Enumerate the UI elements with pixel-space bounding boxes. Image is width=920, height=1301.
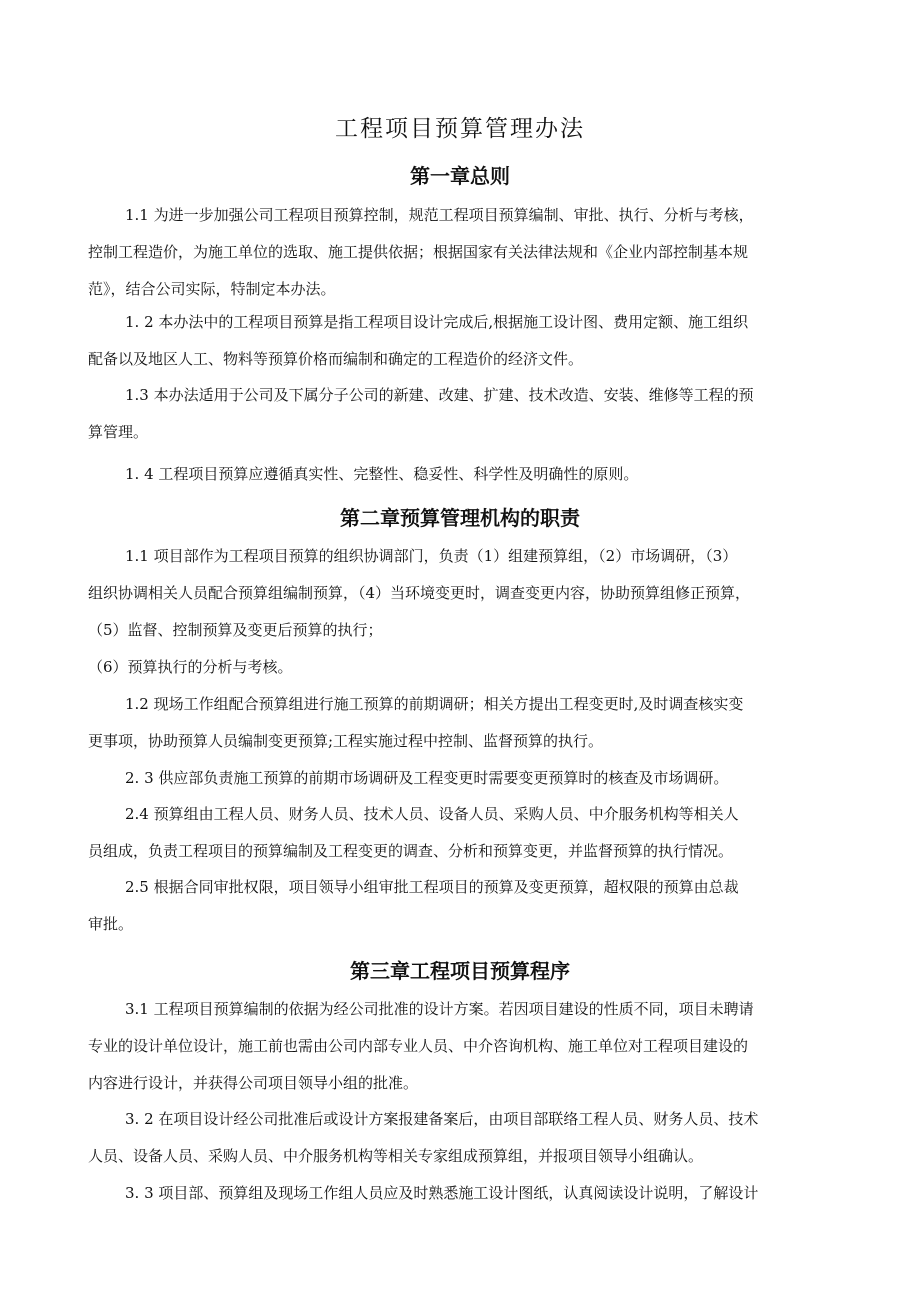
- paragraph-line: 员组成，负责工程项目的预算编制及工程变更的调查、分析和预算变更，并监督预算的执行情况。: [88, 842, 734, 860]
- paragraph-line: 专业的设计单位设计，施工前也需由公司内部专业人员、中介咨询机构、施工单位对工程项目建设的: [88, 1037, 749, 1055]
- paragraph-line: 2.4 预算组由工程人员、财务人员、技术人员、设备人员、采购人员、中介服务机构等相关人: [125, 805, 739, 823]
- paragraph-line: （5）监督、控制预算及变更后预算的执行；: [88, 621, 383, 639]
- paragraph-line: 3. 2 在项目设计经公司批准后或设计方案报建备案后，由项目部联络工程人员、财务人员、技术: [125, 1110, 759, 1128]
- paragraph-1-4: [88, 456, 834, 493]
- paragraph-line: 2. 3 供应部负责施工预算的前期市场调研及工程变更时需要变更预算时的核查及市场调研。: [125, 769, 729, 787]
- paragraph-2-4: [88, 796, 834, 870]
- paragraph-3-2: [88, 1101, 834, 1175]
- paragraph-1-3: [88, 377, 834, 451]
- paragraph-line: 1.3 本办法适用于公司及下属分子公司的新建、改建、扩建、技术改造、安装、维修等工程的预: [125, 386, 754, 404]
- paragraph-line: 算管理。: [88, 423, 149, 441]
- paragraph-line: 3. 3 项目部、预算组及现场工作组人员应及时熟悉施工设计图纸，认真阅读设计说明，了解设计: [125, 1184, 759, 1202]
- paragraph-2-1: [88, 538, 834, 649]
- paragraph-line: 3.1 工程项目预算编制的依据为经公司批准的设计方案。若因项目建设的性质不同，项目未聘请: [125, 1000, 754, 1018]
- paragraph-line: 1. 2 本办法中的工程项目预算是指工程项目设计完成后,根据施工设计图、费用定额、施工组织: [125, 313, 749, 331]
- paragraph-2-3: [88, 760, 834, 797]
- paragraph-line: 控制工程造价，为施工单位的选取、施工提供依据；根据国家有关法律法规和《企业内部控制基本规: [88, 243, 749, 261]
- paragraph-line: 范》，结合公司实际，特制定本办法。: [88, 280, 336, 298]
- paragraph-line: 更事项，协助预算人员编制变更预算;工程实施过程中控制、监督预算的执行。: [88, 732, 604, 750]
- paragraph-2-2: [88, 686, 834, 760]
- chapter-2-heading: 第二章预算管理机构的职责: [340, 506, 580, 530]
- paragraph-line: 2.5 根据合同审批权限，项目领导小组审批工程项目的预算及变更预算，超权限的预算由总裁: [125, 878, 739, 896]
- paragraph-line: （6）预算执行的分析与考核。: [88, 658, 293, 676]
- paragraph-line: 1. 4 工程项目预算应遵循真实性、完整性、稳妥性、科学性及明确性的原则。: [125, 465, 639, 483]
- paragraph-line: 1.1 为进一步加强公司工程项目预算控制，规范工程项目预算编制、审批、执行、分析与考核，: [125, 206, 754, 224]
- chapter-1-heading: 第一章总则: [410, 164, 510, 188]
- paragraph-3-3: [88, 1175, 834, 1212]
- paragraph-line: 配备以及地区人工、物料等预算价格而编制和确定的工程造价的经济文件。: [88, 350, 584, 368]
- paragraph-2-1-item-6: [88, 649, 834, 686]
- paragraph-line: 人员、设备人员、采购人员、中介服务机构等相关专家组成预算组，并报项目领导小组确认。: [88, 1147, 704, 1165]
- chapter-3-heading: 第三章工程项目预算程序: [350, 959, 570, 983]
- paragraph-line: 1.1 项目部作为工程项目预算的组织协调部门，负责（1）组建预算组，（2）市场调研，（3）: [125, 547, 738, 565]
- paragraph-2-5: [88, 869, 834, 943]
- paragraph-line: 内容进行设计，并获得公司项目领导小组的批准。: [88, 1074, 419, 1092]
- paragraph-line: 审批。: [88, 915, 134, 933]
- document-title: 工程项目预算管理办法: [335, 116, 585, 142]
- paragraph-line: 组织协调相关人员配合预算组编制预算，（4）当环境变更时，调查变更内容，协助预算组修正预算，: [88, 584, 751, 602]
- paragraph-1-2: [88, 304, 834, 378]
- paragraph-3-1: [88, 991, 834, 1102]
- paragraph-1-1: [88, 197, 834, 308]
- paragraph-line: 1.2 现场工作组配合预算组进行施工预算的前期调研；相关方提出工程变更时,及时调查核实变: [125, 695, 744, 713]
